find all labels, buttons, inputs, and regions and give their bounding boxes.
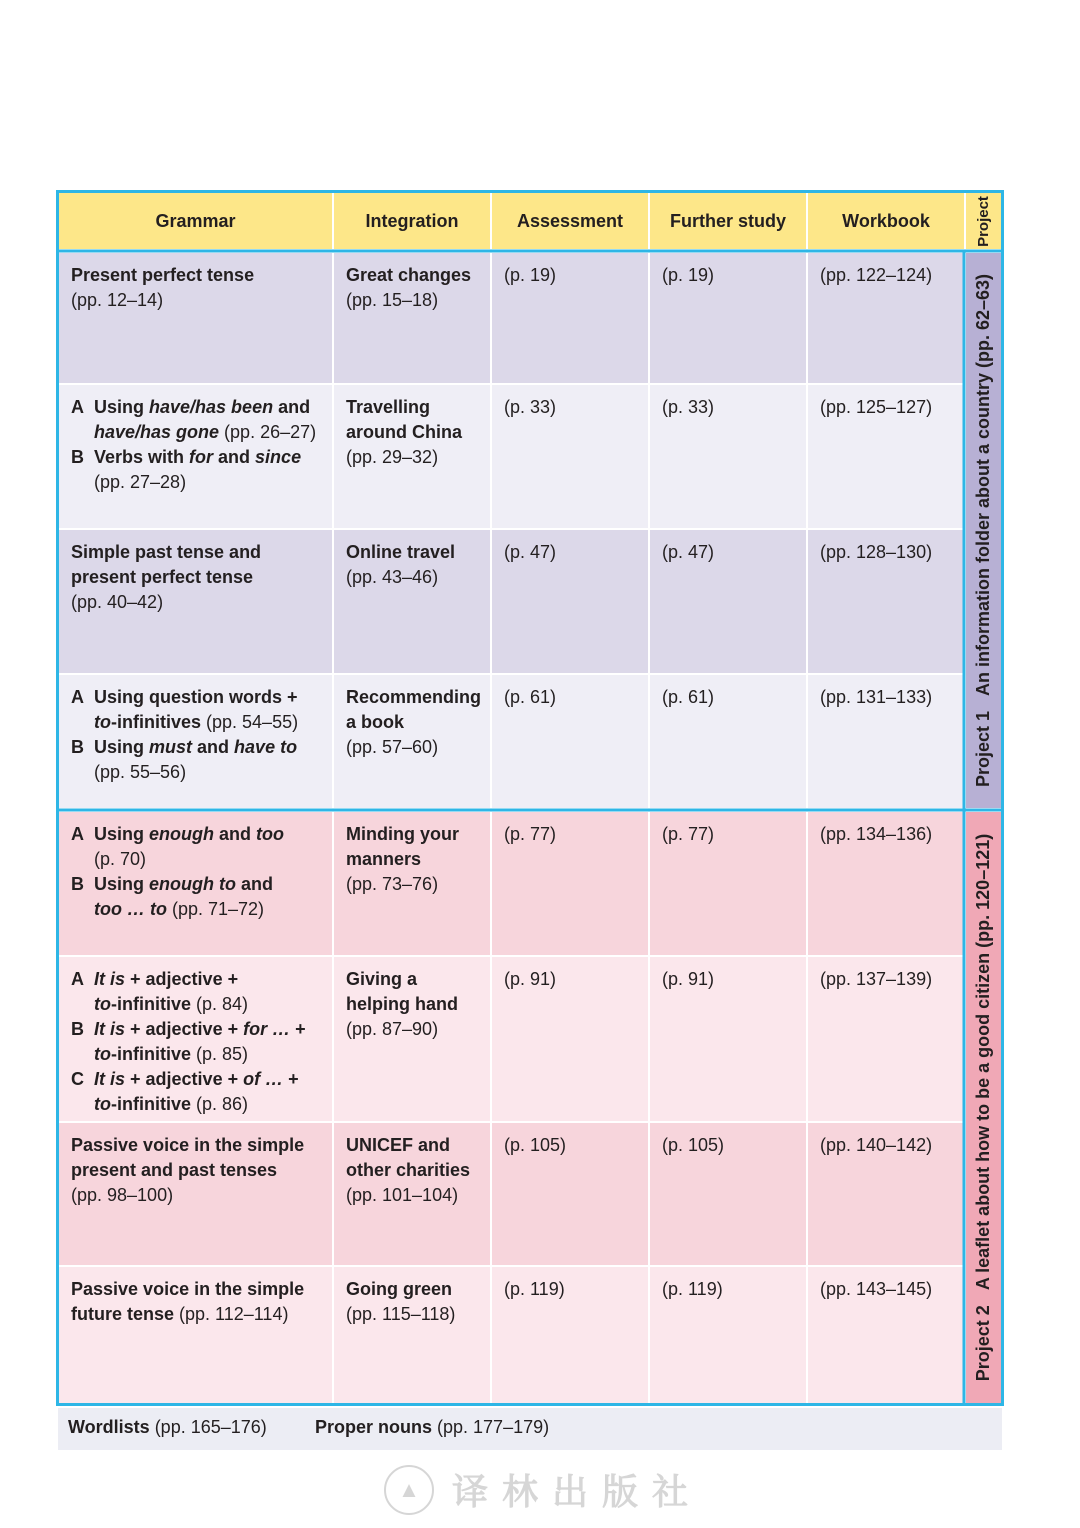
row6-integration: Giving a helping hand (pp. 87–90) (334, 957, 490, 1121)
row5-assessment: (p. 77) (492, 812, 648, 955)
row3-assessment: (p. 47) (492, 530, 648, 673)
row5-grammar: A Using enough and too (p. 70) B Using enough to and too … to (pp. 71–72) (59, 812, 332, 955)
row1-further-study: (p. 19) (650, 253, 806, 383)
row4-grammar: A Using question words + to-infinitives (pp. 54–55) B Using must and have to (pp. 55–56) (59, 675, 332, 808)
watermark-text: 译林出版社 (452, 1471, 703, 1513)
row6-assessment: (p. 91) (492, 957, 648, 1121)
row3-grammar: Simple past tense and present perfect tense (pp. 40–42) (59, 530, 332, 673)
row4-integration: Recommending a book (pp. 57–60) (334, 675, 490, 808)
row1-assessment: (p. 19) (492, 253, 648, 383)
row2-integration: Travelling around China (pp. 29–32) (334, 385, 490, 528)
row5-integration: Minding your manners (pp. 73–76) (334, 812, 490, 955)
row2-assessment: (p. 33) (492, 385, 648, 528)
contents-table (56, 190, 1004, 1406)
footer-bar (58, 1408, 1002, 1450)
footer-wordlists: Wordlists (pp. 165–176) (68, 1417, 267, 1437)
row2-workbook: (pp. 125–127) (808, 385, 964, 528)
row1-workbook: (pp. 122–124) (808, 253, 964, 383)
row6-workbook: (pp. 137–139) (808, 957, 964, 1121)
row4-further-study: (p. 61) (650, 675, 806, 808)
header-integration: Integration (334, 193, 490, 249)
row5-further-study: (p. 77) (650, 812, 806, 955)
row8-workbook: (pp. 143–145) (808, 1267, 964, 1403)
row7-integration: UNICEF and other charities (pp. 101–104) (334, 1123, 490, 1265)
row8-further-study: (p. 119) (650, 1267, 806, 1403)
row7-workbook: (pp. 140–142) (808, 1123, 964, 1265)
header-further-study: Further study (650, 193, 806, 249)
row3-further-study: (p. 47) (650, 530, 806, 673)
row7-grammar: Passive voice in the simple present and past tenses (pp. 98–100) (59, 1123, 332, 1265)
row4-workbook: (pp. 131–133) (808, 675, 964, 808)
project2-sidebar: Project 2 A leaflet about how to be a good citizen (pp. 120–121) (966, 812, 1001, 1403)
header-workbook: Workbook (808, 193, 964, 249)
header-grammar: Grammar (59, 193, 332, 249)
row6-further-study: (p. 91) (650, 957, 806, 1121)
row1-grammar: Present perfect tense (pp. 12–14) (59, 253, 332, 383)
tree-seal-icon: ▲ (384, 1465, 434, 1515)
row2-grammar: A Using have/has been and have/has gone (pp. 26–27) B Verbs with for and since (pp. 27–28) (59, 385, 332, 528)
header-assessment: Assessment (492, 193, 648, 249)
row6-grammar: A It is + adjective + to-infinitive (p. 84) B It is + adjective + for … + to-infinitive (p. 85) C It is + adjective + of … + to-infinitive (p. 86) (59, 957, 332, 1121)
row2-further-study: (p. 33) (650, 385, 806, 528)
row4-assessment: (p. 61) (492, 675, 648, 808)
row3-workbook: (pp. 128–130) (808, 530, 964, 673)
project1-sidebar: Project 1 An information folder about a country (pp. 62–63) (966, 253, 1001, 808)
row7-further-study: (p. 105) (650, 1123, 806, 1265)
row5-workbook: (pp. 134–136) (808, 812, 964, 955)
row8-assessment: (p. 119) (492, 1267, 648, 1403)
header-project: Project (966, 193, 1001, 249)
row1-integration: Great changes (pp. 15–18) (334, 253, 490, 383)
footer-proper-nouns: Proper nouns (pp. 177–179) (315, 1417, 550, 1437)
row8-grammar: Passive voice in the simple future tense (pp. 112–114) (59, 1267, 332, 1403)
row8-integration: Going green (pp. 115–118) (334, 1267, 490, 1403)
row3-integration: Online travel (pp. 43–46) (334, 530, 490, 673)
publisher-watermark (384, 1464, 702, 1515)
row7-assessment: (p. 105) (492, 1123, 648, 1265)
